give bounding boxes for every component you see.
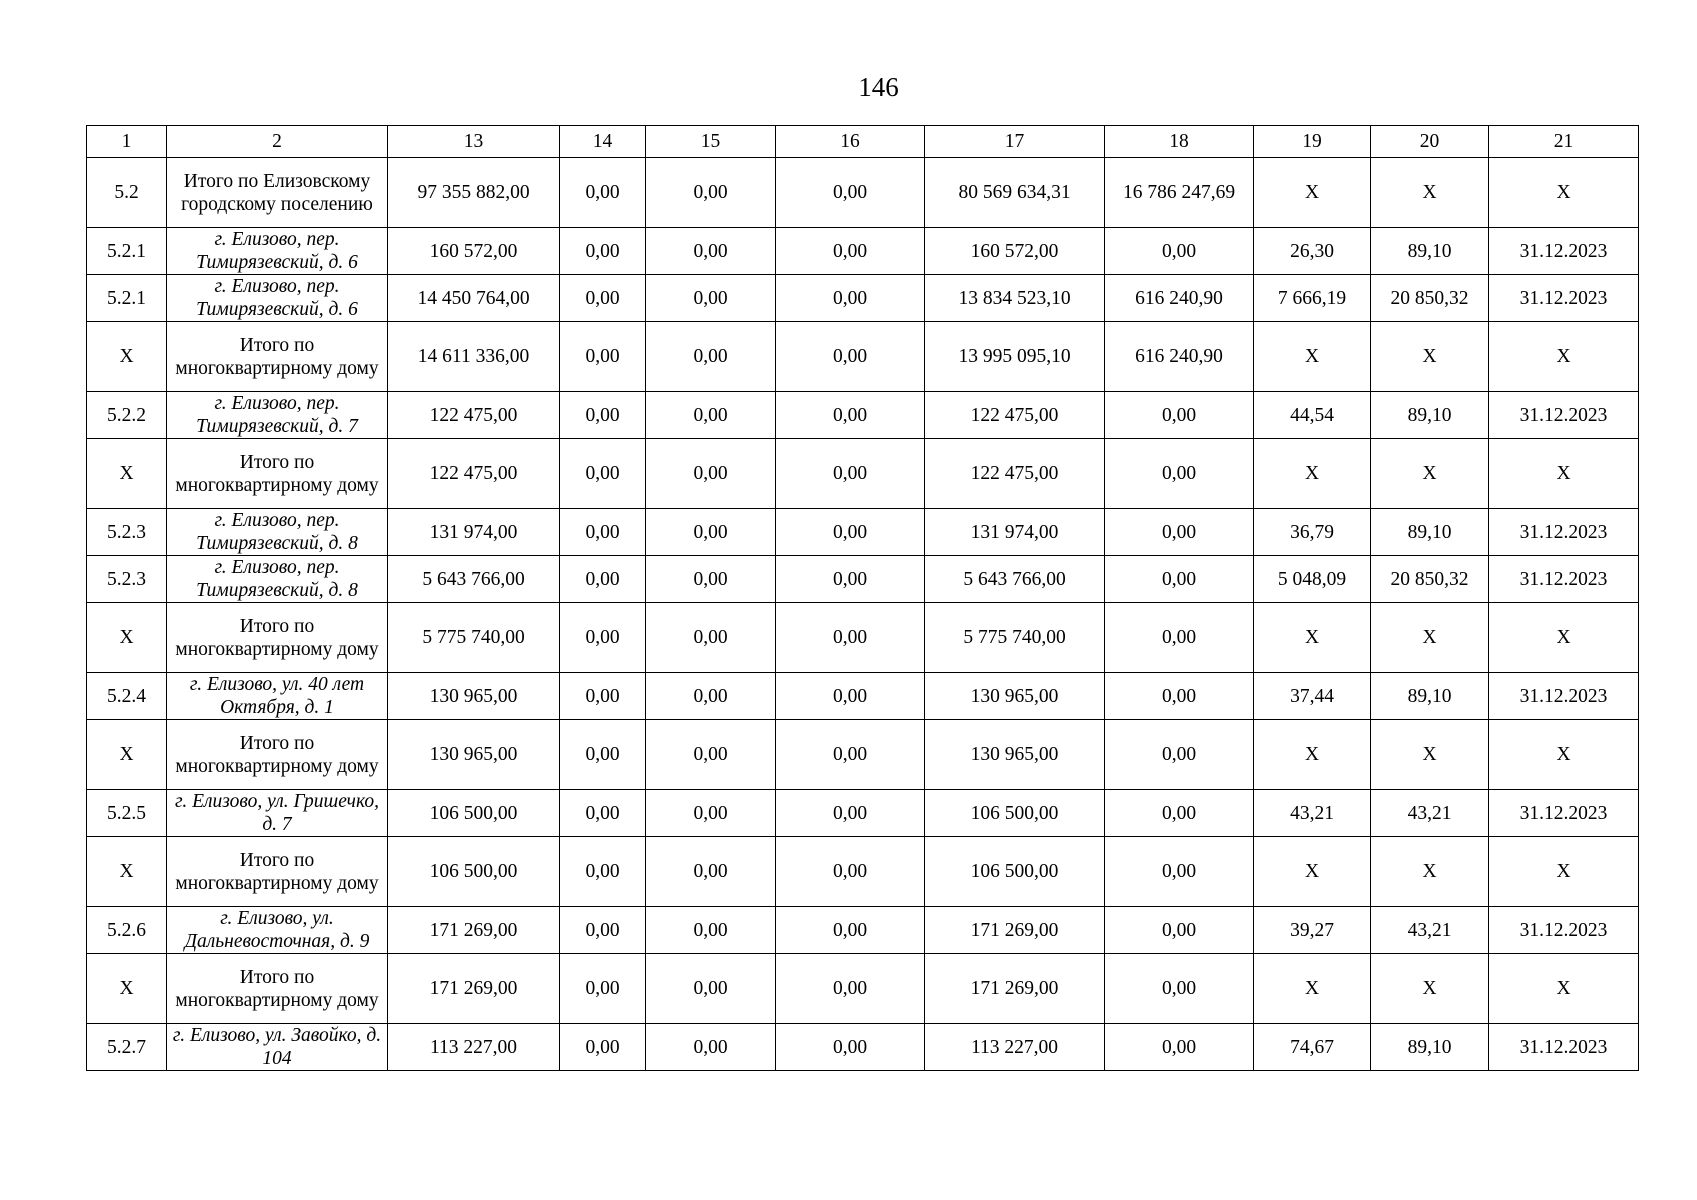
cell-c16: 0,00 [776, 790, 925, 837]
cell-c17: 160 572,00 [925, 228, 1105, 275]
cell-c14: 0,00 [560, 720, 646, 790]
cell-name: г. Елизово, ул. Завойко, д. 104 [167, 1024, 388, 1071]
address-row [87, 1024, 1639, 1071]
cell-c18: 0,00 [1105, 673, 1254, 720]
cell-c14: 0,00 [560, 790, 646, 837]
cell-c14: 0,00 [560, 954, 646, 1024]
cell-c19: 44,54 [1254, 392, 1371, 439]
cell-c20: 43,21 [1371, 790, 1489, 837]
cell-c20: 89,10 [1371, 392, 1489, 439]
cell-c19: 43,21 [1254, 790, 1371, 837]
cell-c16: 0,00 [776, 837, 925, 907]
cell-c20: X [1371, 158, 1489, 228]
cell-num: 5.2.5 [87, 790, 167, 837]
cell-c21: 31.12.2023 [1489, 673, 1639, 720]
cell-c16: 0,00 [776, 954, 925, 1024]
cell-c19: X [1254, 954, 1371, 1024]
cell-c13: 14 450 764,00 [388, 275, 560, 322]
cell-c16: 0,00 [776, 673, 925, 720]
cell-c21: 31.12.2023 [1489, 228, 1639, 275]
cell-c17: 122 475,00 [925, 392, 1105, 439]
cell-c18: 0,00 [1105, 439, 1254, 509]
header-cell: 21 [1489, 126, 1639, 158]
total-row [87, 837, 1639, 907]
cell-c17: 171 269,00 [925, 907, 1105, 954]
cell-c15: 0,00 [646, 954, 776, 1024]
cell-c15: 0,00 [646, 439, 776, 509]
cell-name: Итого по многоквартирному дому [167, 603, 388, 673]
header-cell: 15 [646, 126, 776, 158]
cell-c21: 31.12.2023 [1489, 556, 1639, 603]
cell-c21: X [1489, 158, 1639, 228]
cell-c16: 0,00 [776, 1024, 925, 1071]
cell-name: г. Елизово, ул. 40 лет Октября, д. 1 [167, 673, 388, 720]
cell-c14: 0,00 [560, 158, 646, 228]
cell-c15: 0,00 [646, 603, 776, 673]
cell-c16: 0,00 [776, 322, 925, 392]
cell-c16: 0,00 [776, 275, 925, 322]
cell-c13: 131 974,00 [388, 509, 560, 556]
page-number: 146 [858, 72, 899, 102]
cell-c21: X [1489, 837, 1639, 907]
cell-c14: 0,00 [560, 907, 646, 954]
cell-name: г. Елизово, пер. Тимирязевский, д. 7 [167, 392, 388, 439]
cell-c21: 31.12.2023 [1489, 790, 1639, 837]
cell-c17: 131 974,00 [925, 509, 1105, 556]
cell-c18: 0,00 [1105, 556, 1254, 603]
address-row [87, 509, 1639, 556]
cell-c14: 0,00 [560, 509, 646, 556]
cell-c15: 0,00 [646, 790, 776, 837]
cell-c20: 89,10 [1371, 1024, 1489, 1071]
cell-c20: X [1371, 954, 1489, 1024]
cell-c13: 160 572,00 [388, 228, 560, 275]
cell-c21: 31.12.2023 [1489, 509, 1639, 556]
cell-name: Итого по многоквартирному дому [167, 439, 388, 509]
cell-c14: 0,00 [560, 322, 646, 392]
cell-c18: 0,00 [1105, 954, 1254, 1024]
cell-c21: 31.12.2023 [1489, 907, 1639, 954]
header-row [87, 126, 1639, 158]
cell-c14: 0,00 [560, 603, 646, 673]
cell-c19: X [1254, 439, 1371, 509]
cell-c19: 7 666,19 [1254, 275, 1371, 322]
address-row [87, 790, 1639, 837]
table-header [87, 126, 1639, 158]
header-cell: 14 [560, 126, 646, 158]
cell-c18: 0,00 [1105, 837, 1254, 907]
total-row [87, 322, 1639, 392]
cell-c19: X [1254, 837, 1371, 907]
cell-c15: 0,00 [646, 556, 776, 603]
cell-c18: 616 240,90 [1105, 275, 1254, 322]
cell-c20: 89,10 [1371, 509, 1489, 556]
cell-c14: 0,00 [560, 392, 646, 439]
cell-c21: 31.12.2023 [1489, 392, 1639, 439]
cell-num: 5.2.4 [87, 673, 167, 720]
address-row [87, 556, 1639, 603]
cell-c13: 5 643 766,00 [388, 556, 560, 603]
cell-c19: X [1254, 603, 1371, 673]
address-row [87, 673, 1639, 720]
address-row [87, 275, 1639, 322]
cell-c15: 0,00 [646, 322, 776, 392]
header-cell: 20 [1371, 126, 1489, 158]
cell-num: X [87, 439, 167, 509]
cell-num: X [87, 720, 167, 790]
cell-c16: 0,00 [776, 556, 925, 603]
header-cell: 13 [388, 126, 560, 158]
cell-num: X [87, 322, 167, 392]
cell-name: г. Елизово, пер. Тимирязевский, д. 6 [167, 228, 388, 275]
cell-num: X [87, 954, 167, 1024]
cell-c15: 0,00 [646, 509, 776, 556]
header-cell: 1 [87, 126, 167, 158]
total-row [87, 720, 1639, 790]
cell-c14: 0,00 [560, 673, 646, 720]
cell-c14: 0,00 [560, 228, 646, 275]
cell-name: г. Елизово, пер. Тимирязевский, д. 8 [167, 556, 388, 603]
cell-name: г. Елизово, пер. Тимирязевский, д. 8 [167, 509, 388, 556]
cell-c18: 0,00 [1105, 1024, 1254, 1071]
cell-c15: 0,00 [646, 673, 776, 720]
cell-num: 5.2.1 [87, 228, 167, 275]
total-row [87, 603, 1639, 673]
cell-c13: 106 500,00 [388, 837, 560, 907]
cell-c21: X [1489, 322, 1639, 392]
cell-c15: 0,00 [646, 275, 776, 322]
cell-c17: 5 775 740,00 [925, 603, 1105, 673]
address-row [87, 907, 1639, 954]
cell-c17: 5 643 766,00 [925, 556, 1105, 603]
cell-c14: 0,00 [560, 556, 646, 603]
cell-c18: 0,00 [1105, 228, 1254, 275]
cell-c17: 13 834 523,10 [925, 275, 1105, 322]
cell-num: 5.2 [87, 158, 167, 228]
cell-c16: 0,00 [776, 720, 925, 790]
cell-c21: X [1489, 720, 1639, 790]
cell-c15: 0,00 [646, 158, 776, 228]
cell-name: Итого по многоквартирному дому [167, 720, 388, 790]
cell-num: X [87, 837, 167, 907]
cell-num: 5.2.1 [87, 275, 167, 322]
cell-c16: 0,00 [776, 907, 925, 954]
cell-c21: X [1489, 603, 1639, 673]
cell-c19: 5 048,09 [1254, 556, 1371, 603]
cell-c19: X [1254, 322, 1371, 392]
data-table [86, 125, 1639, 1071]
cell-c20: X [1371, 720, 1489, 790]
cell-c18: 616 240,90 [1105, 322, 1254, 392]
cell-c13: 130 965,00 [388, 720, 560, 790]
cell-name: Итого по многоквартирному дому [167, 954, 388, 1024]
cell-c18: 0,00 [1105, 509, 1254, 556]
cell-c17: 113 227,00 [925, 1024, 1105, 1071]
cell-c15: 0,00 [646, 1024, 776, 1071]
header-cell: 19 [1254, 126, 1371, 158]
cell-c20: 43,21 [1371, 907, 1489, 954]
cell-c17: 122 475,00 [925, 439, 1105, 509]
cell-c16: 0,00 [776, 509, 925, 556]
cell-c14: 0,00 [560, 1024, 646, 1071]
cell-c13: 171 269,00 [388, 954, 560, 1024]
cell-c16: 0,00 [776, 439, 925, 509]
cell-c14: 0,00 [560, 275, 646, 322]
cell-c21: 31.12.2023 [1489, 275, 1639, 322]
cell-c16: 0,00 [776, 603, 925, 673]
cell-c19: 37,44 [1254, 673, 1371, 720]
cell-c17: 130 965,00 [925, 673, 1105, 720]
cell-c20: 20 850,32 [1371, 275, 1489, 322]
cell-name: Итого по многоквартирному дому [167, 837, 388, 907]
address-row [87, 228, 1639, 275]
cell-c13: 122 475,00 [388, 439, 560, 509]
cell-name: г. Елизово, пер. Тимирязевский, д. 6 [167, 275, 388, 322]
table-body [87, 158, 1639, 1071]
cell-c18: 0,00 [1105, 720, 1254, 790]
header-cell: 16 [776, 126, 925, 158]
cell-c20: X [1371, 439, 1489, 509]
cell-c21: X [1489, 439, 1639, 509]
cell-c13: 122 475,00 [388, 392, 560, 439]
cell-c19: 74,67 [1254, 1024, 1371, 1071]
header-cell: 17 [925, 126, 1105, 158]
cell-c20: X [1371, 837, 1489, 907]
cell-c13: 106 500,00 [388, 790, 560, 837]
cell-c13: 171 269,00 [388, 907, 560, 954]
cell-c13: 14 611 336,00 [388, 322, 560, 392]
cell-num: X [87, 603, 167, 673]
cell-c15: 0,00 [646, 720, 776, 790]
cell-num: 5.2.3 [87, 556, 167, 603]
cell-name: Итого по многоквартирному дому [167, 322, 388, 392]
cell-c20: 89,10 [1371, 673, 1489, 720]
cell-c20: 89,10 [1371, 228, 1489, 275]
cell-c13: 97 355 882,00 [388, 158, 560, 228]
total-row [87, 954, 1639, 1024]
cell-c15: 0,00 [646, 837, 776, 907]
cell-c21: 31.12.2023 [1489, 1024, 1639, 1071]
cell-name: Итого по Елизовскому городскому поселению [167, 158, 388, 228]
cell-num: 5.2.3 [87, 509, 167, 556]
cell-c18: 0,00 [1105, 790, 1254, 837]
cell-c19: X [1254, 720, 1371, 790]
header-cell: 18 [1105, 126, 1254, 158]
cell-c17: 106 500,00 [925, 837, 1105, 907]
cell-c18: 16 786 247,69 [1105, 158, 1254, 228]
cell-c19: 26,30 [1254, 228, 1371, 275]
cell-name: г. Елизово, ул. Гришечко, д. 7 [167, 790, 388, 837]
cell-c14: 0,00 [560, 837, 646, 907]
cell-c18: 0,00 [1105, 392, 1254, 439]
cell-c15: 0,00 [646, 228, 776, 275]
cell-num: 5.2.6 [87, 907, 167, 954]
cell-c16: 0,00 [776, 228, 925, 275]
cell-c16: 0,00 [776, 158, 925, 228]
cell-c15: 0,00 [646, 907, 776, 954]
cell-c13: 113 227,00 [388, 1024, 560, 1071]
cell-c21: X [1489, 954, 1639, 1024]
cell-c17: 106 500,00 [925, 790, 1105, 837]
cell-c18: 0,00 [1105, 603, 1254, 673]
cell-num: 5.2.7 [87, 1024, 167, 1071]
cell-c18: 0,00 [1105, 907, 1254, 954]
cell-c20: X [1371, 322, 1489, 392]
cell-c19: X [1254, 158, 1371, 228]
cell-c13: 5 775 740,00 [388, 603, 560, 673]
cell-c17: 130 965,00 [925, 720, 1105, 790]
cell-c16: 0,00 [776, 392, 925, 439]
cell-c13: 130 965,00 [388, 673, 560, 720]
total-row [87, 158, 1639, 228]
total-row [87, 439, 1639, 509]
cell-c20: X [1371, 603, 1489, 673]
cell-c17: 13 995 095,10 [925, 322, 1105, 392]
cell-name: г. Елизово, ул. Дальневосточная, д. 9 [167, 907, 388, 954]
cell-c19: 39,27 [1254, 907, 1371, 954]
cell-c15: 0,00 [646, 392, 776, 439]
cell-c19: 36,79 [1254, 509, 1371, 556]
cell-c17: 80 569 634,31 [925, 158, 1105, 228]
header-cell: 2 [167, 126, 388, 158]
cell-c14: 0,00 [560, 439, 646, 509]
cell-num: 5.2.2 [87, 392, 167, 439]
cell-c20: 20 850,32 [1371, 556, 1489, 603]
address-row [87, 392, 1639, 439]
cell-c17: 171 269,00 [925, 954, 1105, 1024]
